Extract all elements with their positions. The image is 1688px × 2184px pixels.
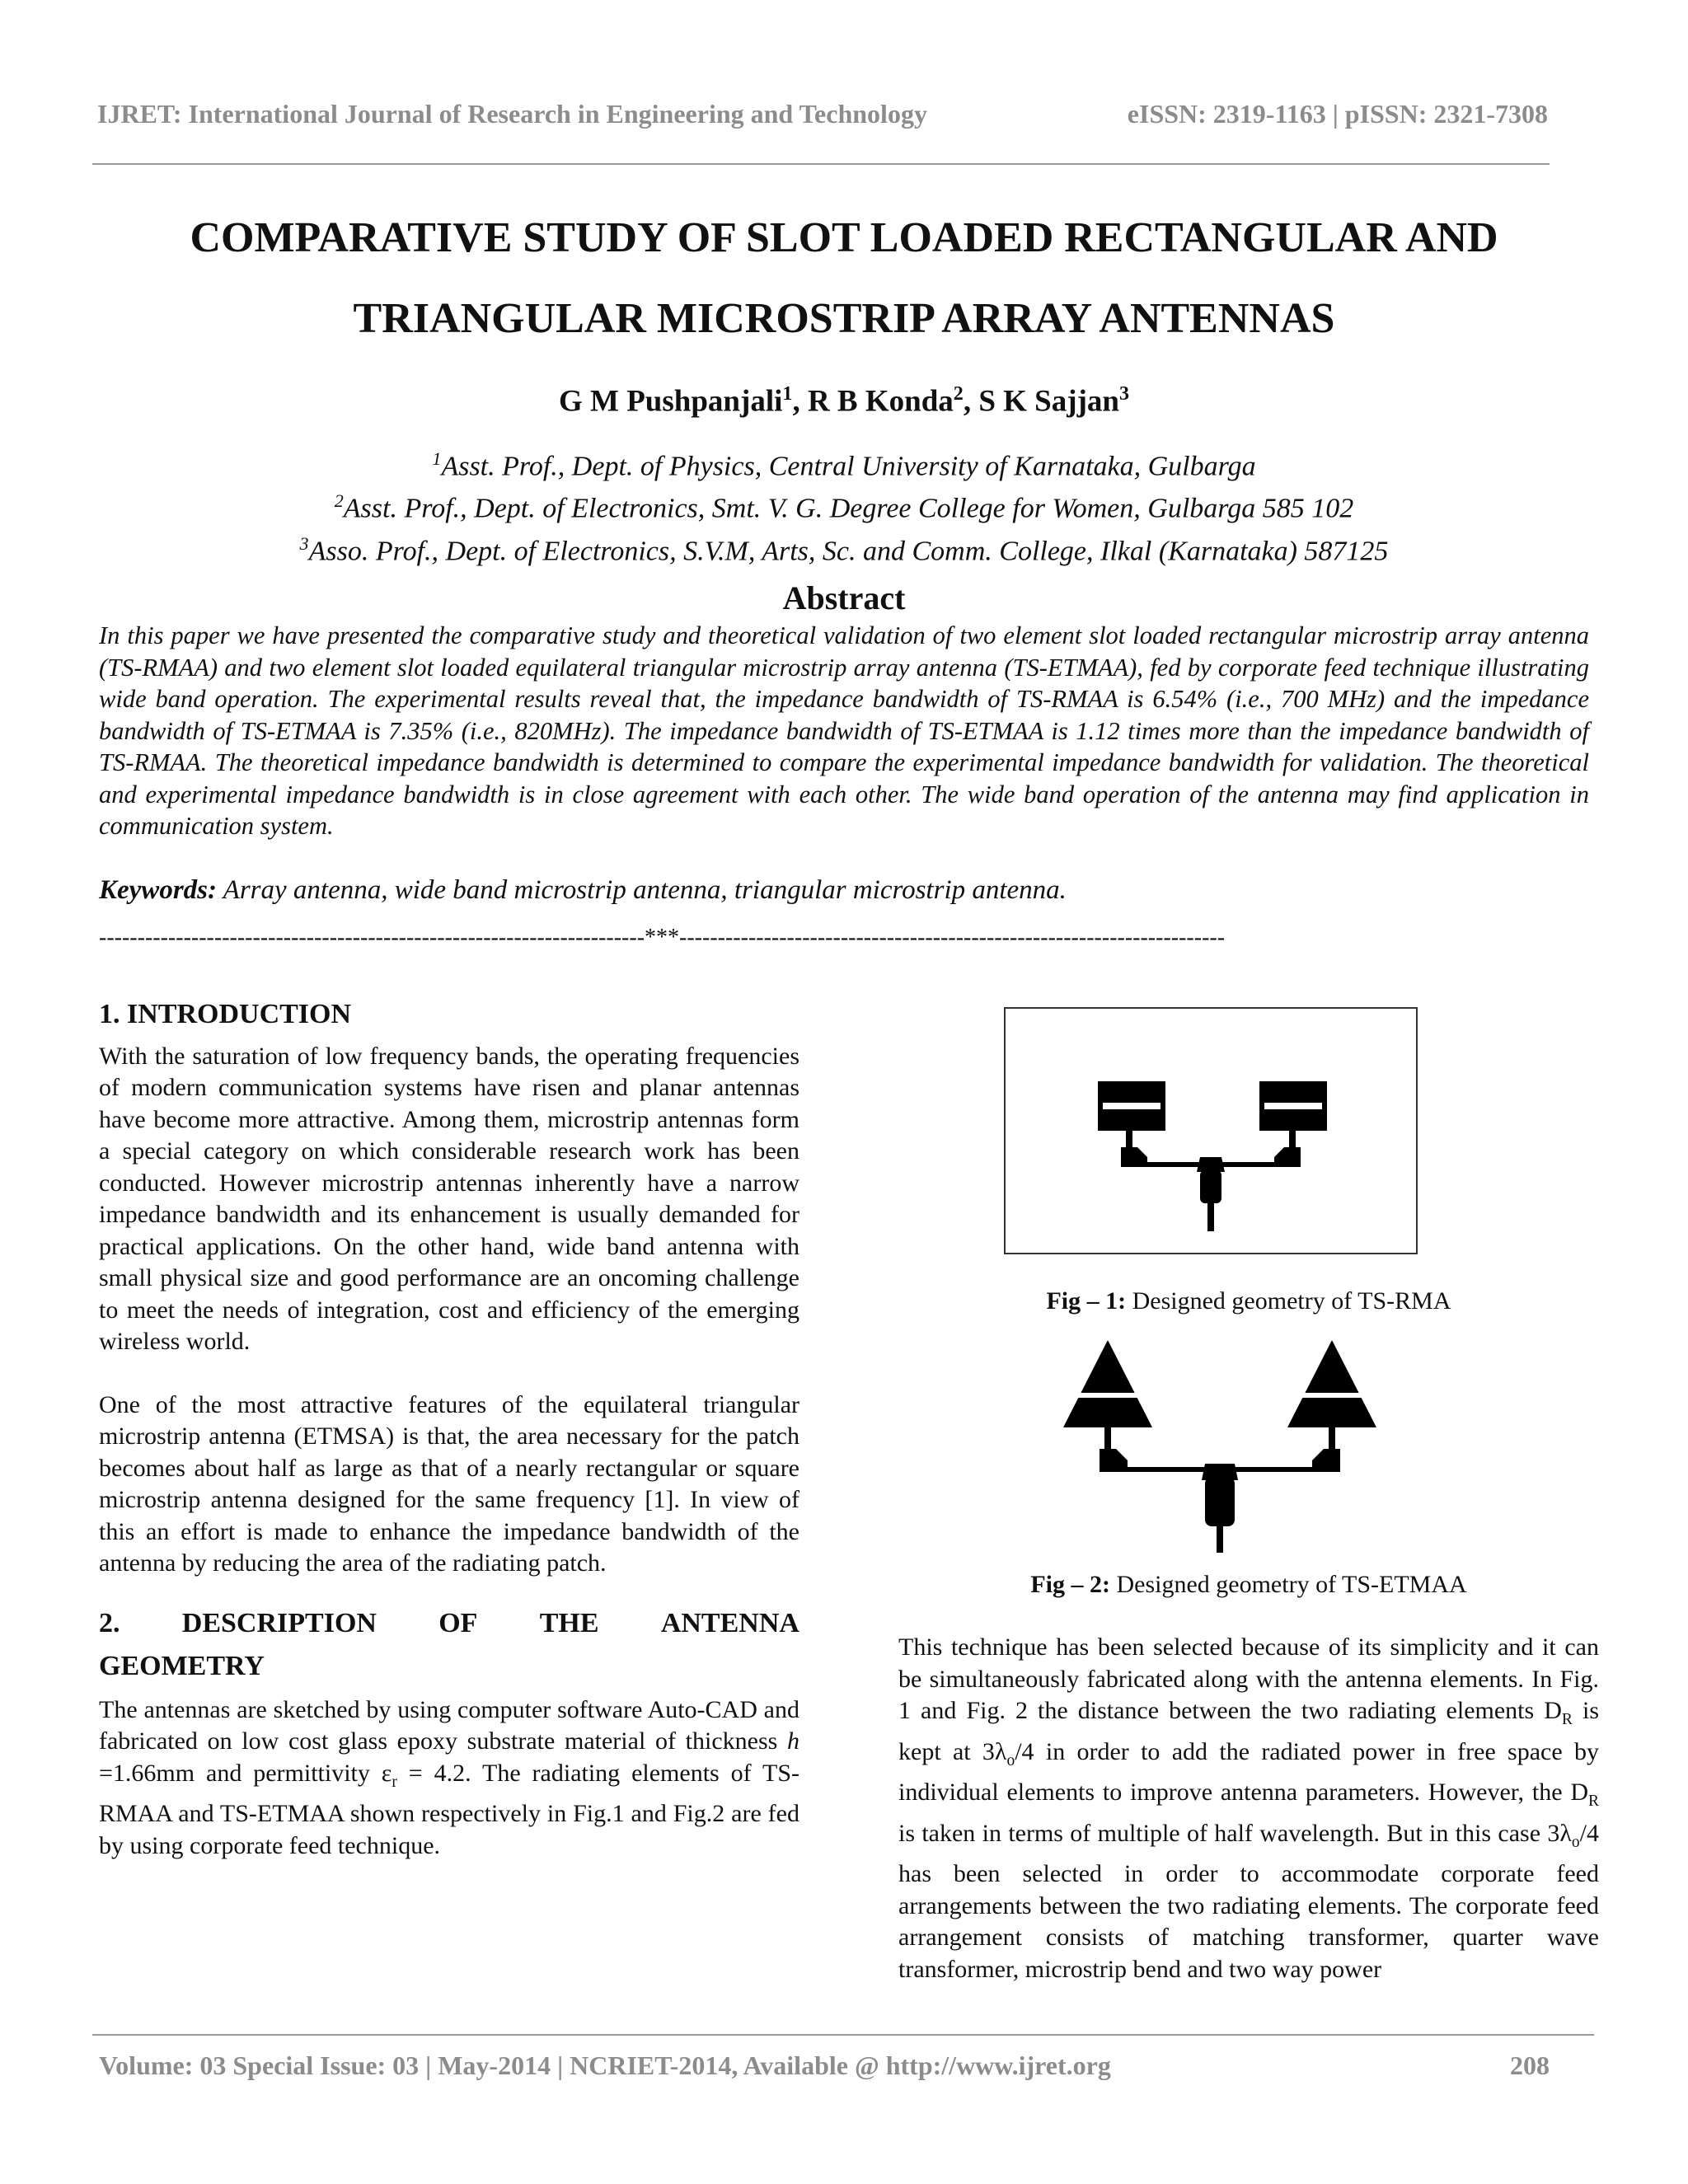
left-feed-stub <box>1104 1427 1111 1451</box>
epsilon-subscript: r <box>392 1773 397 1791</box>
keywords <box>99 875 1589 906</box>
affiliation-text: Asst. Prof., Dept. of Electronics, Smt. V. G. Degree College for Women, Gulbarga 585 102 <box>343 493 1354 524</box>
title-line-1: COMPARATIVE STUDY OF SLOT LOADED RECTANGULAR AND <box>190 214 1498 261</box>
text-run: = 4.2. The radiating elements of TS-RMAA and TS-ETMAA shown respectively in Fig.1 and Fig.2 are fed by using corporate feed technique. <box>99 1759 799 1859</box>
left-feed-stub <box>1126 1131 1132 1149</box>
issn-info: eISSN: 2319-1163 | pISSN: 2321-7308 <box>1127 99 1548 129</box>
figure-2-label: Fig – 2: <box>1030 1571 1110 1598</box>
right-triangle-patch <box>1287 1340 1376 1427</box>
author-name: S K Sajjan <box>978 384 1119 419</box>
text-run: is kept at 3λ <box>898 1697 1599 1765</box>
author-sup: 2 <box>953 383 964 405</box>
section-separator: -----------------------------------------------------------------------***----------------------------------------------------------------------- <box>99 925 1226 950</box>
abstract-heading: Abstract <box>782 579 906 616</box>
keywords-label: Keywords: <box>99 875 217 905</box>
feed-description-paragraph <box>898 1632 1599 1985</box>
author-name: R B Konda <box>807 384 954 419</box>
text-run: This technique has been selected because of its simplicity and it can be simultaneously fabricated along with the antenna elements. In Fig. 1 and Fig. 2 the distance between the two radiating elements D <box>898 1633 1599 1724</box>
right-feed-stub <box>1289 1131 1296 1149</box>
section-1-heading: 1. INTRODUCTION <box>99 999 352 1029</box>
section-2-heading <box>99 1608 799 1640</box>
ts-rma-geometry-figure <box>1006 1009 1416 1253</box>
author-sup: 1 <box>782 383 793 405</box>
footer-volume-info: Volume: 03 Special Issue: 03 | May-2014 | NCRIET-2014, Available @ http://www.ijret.org <box>99 2050 1111 2080</box>
author-sup: 3 <box>1118 383 1129 405</box>
page-number: 208 <box>1510 2050 1550 2080</box>
right-feed-line <box>1218 1162 1276 1167</box>
header-divider <box>92 163 1550 165</box>
heading-word: OF <box>438 1607 478 1638</box>
quarter-wave-transformer <box>1205 1477 1235 1526</box>
left-slot <box>1103 1103 1160 1109</box>
left-bend <box>1100 1449 1128 1472</box>
intro-paragraph-1: With the saturation of low frequency bands, the operating frequencies of modern communication systems have risen and planar antennas have become more attractive. Among them, microstrip antennas form a special category on which considerable research work has been conducted. However microstrip antennas inherently have a narrow impedance bandwidth and its enhancement is usually demanded for practical applications. On the other hand, wide band antenna with small physical size and good performance are an oncoming challenge to meet the needs of integration, cost and efficiency of the emerging wireless world. <box>99 1042 799 1355</box>
main-feed <box>1217 1521 1223 1553</box>
title-line-2: TRIANGULAR MICROSTRIP ARRAY ANTENNAS <box>353 295 1335 342</box>
right-slot <box>1264 1103 1322 1109</box>
affiliations <box>92 442 1596 569</box>
right-column-text <box>898 1632 1599 1985</box>
text-run: /4 has been selected in order to accommodate corporate feed arrangements between the two radiating elements. The corporate feed arrangement consists of matching transformer, quarter wave transformer, microstrip bend and two way power <box>898 1819 1599 1983</box>
right-feed-stub <box>1329 1427 1335 1451</box>
affiliation-line <box>92 442 1596 484</box>
author-name: G M Pushpanjali <box>559 384 783 419</box>
figure-1-label: Fig – 1: <box>1046 1287 1127 1315</box>
affiliation-text: Asso. Prof., Dept. of Electronics, S.V.M, Arts, Sc. and Comm. College, Ilkal (Karnataka) 587125 <box>308 535 1389 566</box>
geometry-paragraph <box>99 1694 799 1863</box>
subscript: R <box>1587 1793 1599 1810</box>
affiliation-sup: 3 <box>299 532 309 554</box>
left-tri-slot <box>1078 1393 1137 1398</box>
text-run: /4 in order to add the radiated power in free space by individual elements to improve antenna parameters. However, the D <box>898 1737 1599 1806</box>
thickness-symbol: h <box>787 1727 799 1755</box>
affiliation-text: Asst. Prof., Dept. of Physics, Central University of Karnataka, Gulbarga <box>441 451 1256 482</box>
left-triangle-patch <box>1063 1340 1152 1427</box>
text-run: The antennas are sketched by using computer software Auto-CAD and fabricated on low cost glass epoxy substrate material of thickness <box>99 1695 799 1755</box>
figure-1-frame <box>1004 1007 1418 1254</box>
right-feed-line <box>1231 1467 1314 1472</box>
main-feed <box>1207 1198 1214 1231</box>
keywords-text: Array antenna, wide band microstrip antenna, triangular microstrip antenna. <box>223 875 1067 905</box>
section-2-heading-line-2: GEOMETRY <box>99 1651 265 1681</box>
journal-name: IJRET: International Journal of Research in Engineering and Technology <box>97 99 927 129</box>
paper-title <box>92 198 1596 359</box>
ts-etmaa-geometry-figure <box>1063 1340 1409 1554</box>
text-run: is taken in terms of multiple of half wavelength. But in this case 3λ <box>898 1819 1572 1847</box>
subscript: R <box>1561 1711 1573 1728</box>
left-feed-line <box>1126 1467 1208 1472</box>
affiliation-sup: 2 <box>334 490 344 512</box>
left-column <box>99 999 799 1862</box>
subscript: o <box>1571 1833 1580 1851</box>
right-tri-slot <box>1302 1393 1362 1398</box>
author-list: G M Pushpanjali$^1$, R B Konda$^2$, S K Sajjan$^3$ <box>559 383 1129 419</box>
text-run: =1.66mm and permittivity ε <box>99 1759 392 1787</box>
footer-divider <box>92 2034 1594 2036</box>
figure-1-caption <box>898 1287 1599 1315</box>
figure-2-caption <box>898 1571 1599 1599</box>
heading-word: 2. <box>99 1607 120 1638</box>
figure-2-caption-text: Designed geometry of TS-ETMAA <box>1109 1571 1467 1598</box>
right-bend <box>1274 1147 1301 1167</box>
figure-1-caption-text: Designed geometry of TS-RMA <box>1126 1287 1451 1315</box>
page-footer <box>99 2050 1550 2081</box>
intro-paragraph-2: One of the most attractive features of the equilateral triangular microstrip antenna (ETMSA) is that, the area necessary for the patch becomes about half as large as that of a nearly rectangular or square microstrip antenna designed for the same frequency [1]. In view of this an effort is made to enhance the impedance bandwidth of the antenna by reducing the area of the radiating patch. <box>99 1390 799 1577</box>
abstract-body: In this paper we have presented the comparative study and theoretical validation of two element slot loaded rectangular microstrip array antenna (TS-RMAA) and two element slot loaded equilateral triangular microstrip array antenna (TS-ETMAA), fed by corporate feed technique illustrating wide band operation. The experimental results reveal that, the impedance bandwidth of TS-RMAA is 6.54% (i.e., 700 MHz) and the impedance bandwidth of TS-ETMAA is 7.35% (i.e., 820MHz). The impedance bandwidth of TS-ETMAA is 1.12 times more than the impedance bandwidth of TS-RMAA. The theoretical impedance bandwidth is determined to compare the experimental impedance bandwidth for validation. The theoretical and experimental impedance bandwidth is in close agreement with each other. The wide band operation of the antenna may find application in communication system. <box>99 621 1589 840</box>
subscript: o <box>1006 1751 1015 1769</box>
affiliation-line <box>92 484 1596 526</box>
affiliation-sup: 1 <box>432 448 442 469</box>
journal-header <box>97 99 1548 129</box>
heading-word: THE <box>539 1607 599 1638</box>
heading-word: ANTENNA <box>660 1607 799 1638</box>
right-bend <box>1312 1449 1340 1472</box>
left-bend <box>1121 1147 1147 1167</box>
left-feed-line <box>1146 1162 1203 1167</box>
affiliation-line <box>92 527 1596 569</box>
heading-word: DESCRIPTION <box>181 1607 377 1638</box>
power-divider <box>1197 1157 1225 1172</box>
